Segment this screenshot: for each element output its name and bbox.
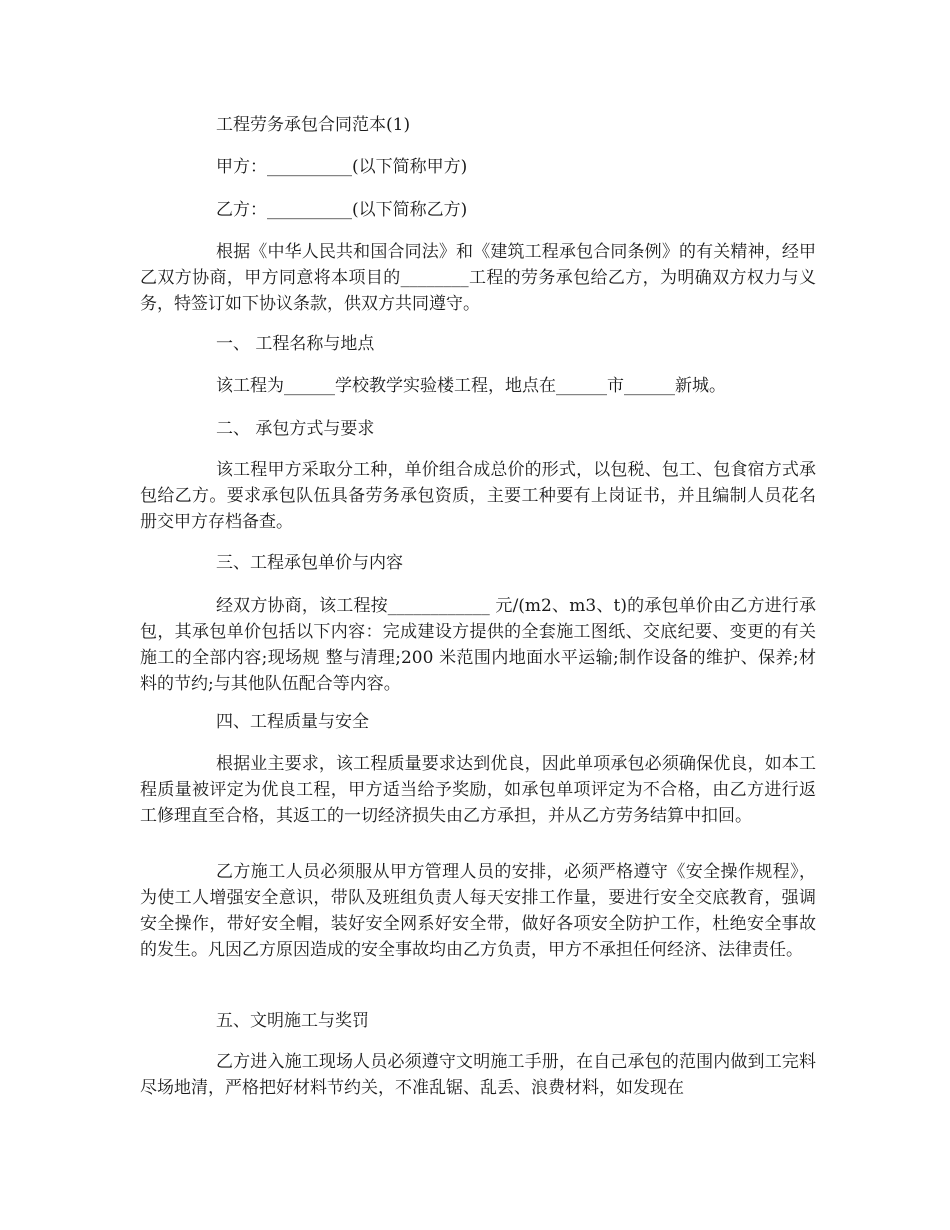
section-4-paragraph-1: 根据业主要求，该工程质量要求达到优良，因此单项承包必须确保优良，如本工程质量被评定为优良工程，甲方适当给予奖励，如承包单项评定为不合格，由乙方进行返工修理直至合格，其返工的一切经济损失由乙方承担，并从乙方劳务结算中扣回。 [140,754,816,826]
section-4-heading: 四、工程质量与安全 [216,712,369,732]
section-4-paragraph-2: 乙方施工人员必须服从甲方管理人员的安排，必须严格遵守《安全操作规程》，为使工人增强安全意识，带队及班组负责人每天安排工作量，要进行安全交底教育，强调安全操作，带好安全帽，装好安全网系好安全带，做好各项安全防护工作，杜绝安全事故的发生。凡因乙方原因造成的安全事故均由乙方负责，甲方不承担任何经济、法律责任。 [140,862,816,960]
section-2-heading: 二、 承包方式与要求 [216,419,375,439]
section-5-heading: 五、文明施工与奖罚 [216,1011,369,1031]
section-1-paragraph: 该工程为______学校教学实验楼工程，地点在______市______新城。 [216,376,726,396]
section-1-heading: 一、 工程名称与地点 [216,334,375,354]
section-2-paragraph: 该工程甲方采取分工种，单价组合成总价的形式，以包税、包工、包食宿方式承包给乙方。要求承包队伍具备劳务承包资质，主要工种要有上岗证书，并且编制人员花名册交甲方存档备查。 [140,460,816,532]
intro-paragraph: 根据《中华人民共和国合同法》和《建筑工程承包合同条例》的有关精神，经甲乙双方协商，甲方同意将本项目的________工程的劳务承包给乙方，为明确双方权力与义务，特签订如下协议条款，供双方共同遵守。 [140,242,816,314]
document-title: 工程劳务承包合同范本(1) [216,115,411,135]
party-b-line: 乙方：__________(以下简称乙方) [216,200,468,220]
section-3-heading: 三、工程承包单价与内容 [216,553,403,573]
section-5-paragraph: 乙方进入施工现场人员必须遵守文明施工手册，在自己承包的范围内做到工完料尽场地清，严格把好材料节约关，不准乱锯、乱丢、浪费材料，如发现在 [140,1052,816,1098]
party-a-line: 甲方：__________(以下简称甲方) [216,157,468,177]
section-3-paragraph: 经双方协商，该工程按____________ 元/(m2、m3、t)的承包单价由乙方进行承包，其承包单价包括以下内容：完成建设方提供的全套施工图纸、交底纪要、变更的有关施工的全部内容;现场规 整与清理;200 米范围内地面水平运输;制作设备的维护、保养;材料的节约;与其他队伍配合等内容。 [140,596,816,694]
